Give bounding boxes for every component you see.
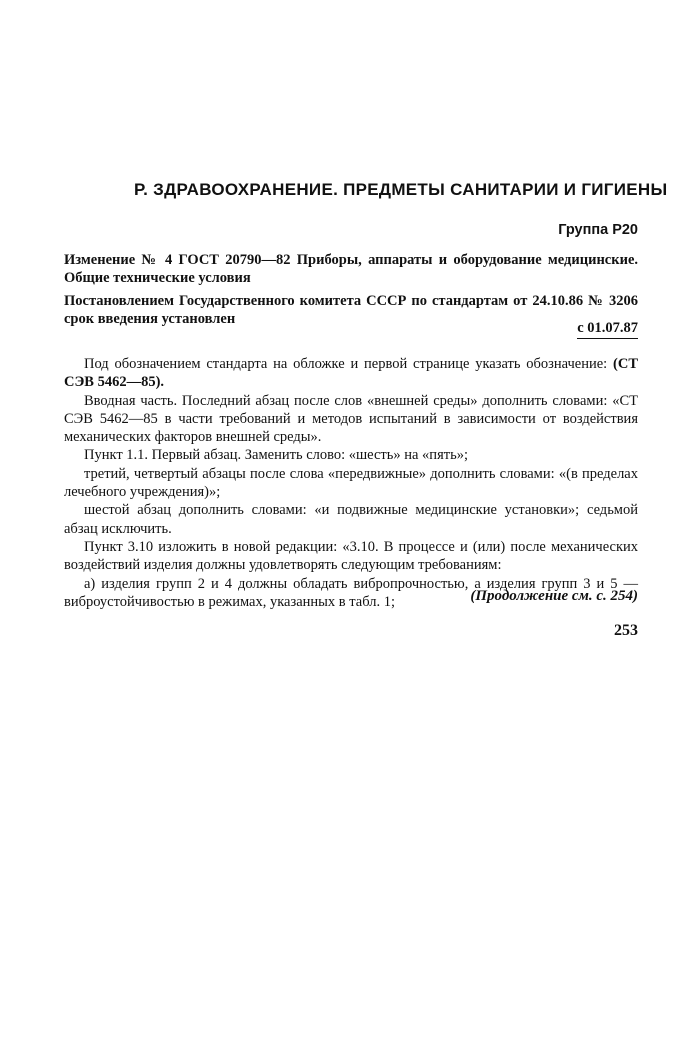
effective-date: с 01.07.87: [577, 320, 638, 339]
section-title: Р. ЗДРАВООХРАНЕНИЕ. ПРЕДМЕТЫ САНИТАРИИ И ГИГИЕНЫ: [134, 180, 668, 199]
body-text: [64, 355, 638, 611]
continuation-note: (Продолжение см. с. 254): [470, 588, 638, 604]
paragraph-introduction: Вводная часть. Последний абзац после слов «внешней среды» дополнить словами: «СТ СЭВ 5462—85 в части требований и методов испытаний в зависимости от воздействия механических факторов внешней среды».: [64, 392, 638, 446]
group-label: Группа Р20: [558, 222, 638, 238]
paragraph-third-fourth: третий, четвертый абзацы после слова «передвижные» дополнить словами: «(в пределах лечебного учреждения)»;: [64, 465, 638, 501]
paragraph-designation: [64, 355, 638, 392]
decree-text: Постановлением Государственного комитета СССР по стандартам от 24.10.86 № 3206 срок введения установлен: [64, 293, 638, 327]
document-page: [64, 0, 668, 1048]
paragraph-clause-1-1: Пункт 1.1. Первый абзац. Заменить слово: «шесть» на «пять»;: [84, 447, 468, 464]
standard-designation: (СТ СЭВ 5462—85).: [64, 356, 638, 391]
change-title: Изменение № 4 ГОСТ 20790—82 Приборы, аппараты и оборудование медицинские. Общие технические условия: [64, 252, 638, 286]
paragraph-item-a: а) изделия групп 2 и 4 должны обладать вибропрочностью, а изделия групп 3 и 5 — виброустойчивостью в режимах, указанных в табл. 1;: [64, 575, 638, 610]
paragraph-designation-text: Под обозначением стандарта на обложке и первой странице указать обозначение:: [84, 356, 614, 372]
page-number: 253: [614, 622, 638, 639]
paragraph-sixth: шестой абзац дополнить словами: «и подвижные медицинские установки»; седьмой абзац исключить.: [64, 502, 638, 537]
paragraph-clause-3-10: Пункт 3.10 изложить в новой редакции: «3.10. В процессе и (или) после механических воздействий изделия должны удовлетворять следующим требованиям:: [64, 538, 638, 574]
